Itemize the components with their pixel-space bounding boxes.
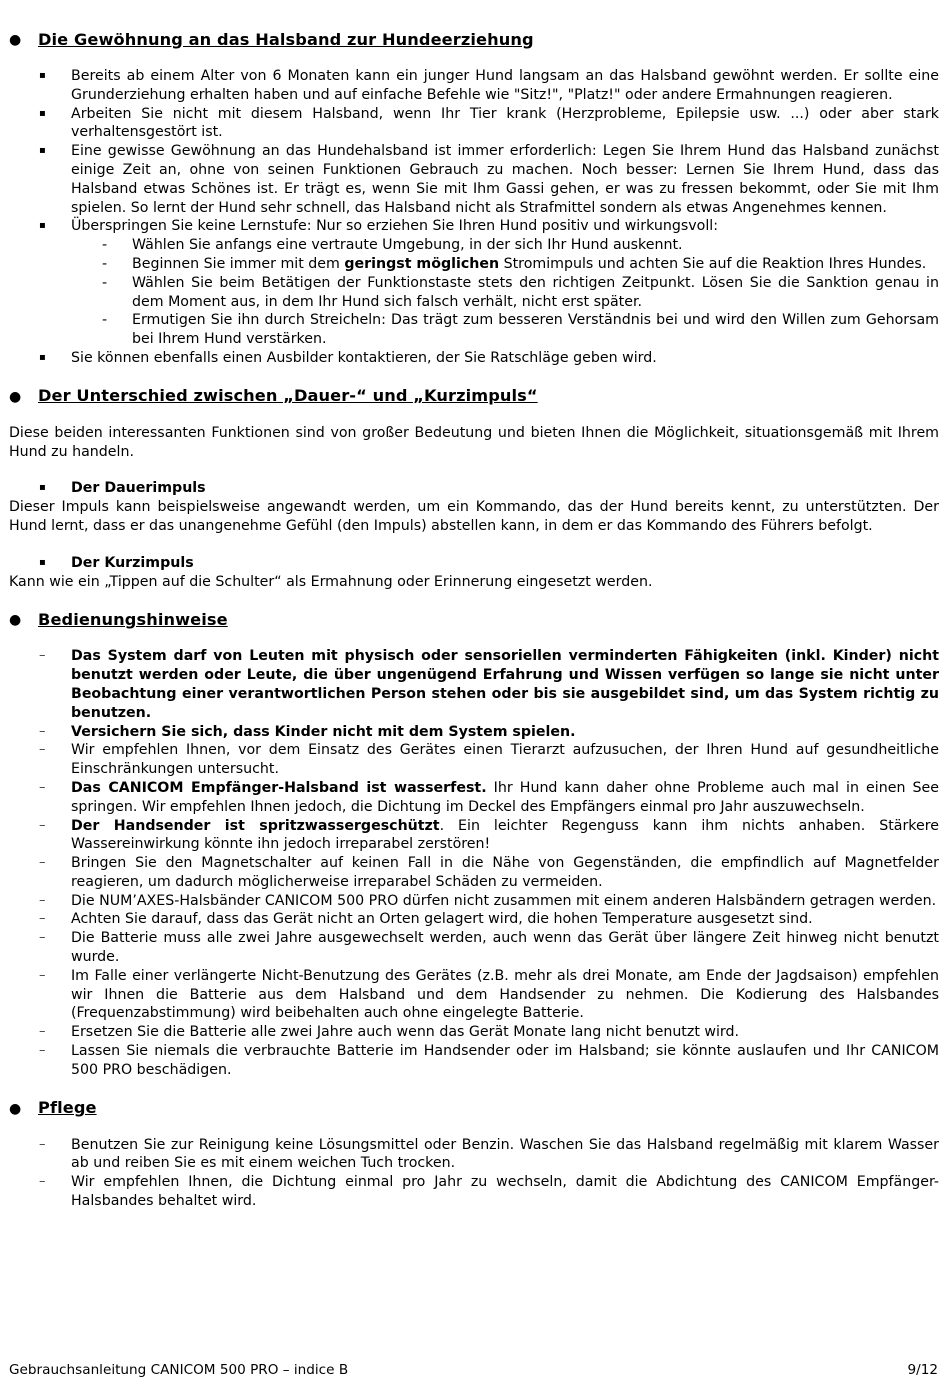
dash-bullet-icon: – <box>39 911 46 927</box>
impulse-intro: Diese beiden interessanten Funktionen sind von großer Bedeutung und bieten Ihnen die Möglichkeit, situationsgemäß mit Ihrem Hund zu handeln. <box>9 424 939 460</box>
item-text-bold: Das System darf von Leuten mit physisch oder sensoriellen verminderten Fähigkeiten (inkl. Kinder) nicht benutzt werden oder Leute, die über ungenügend Erfahrung und Wissen verfügen so lange sie nicht unter Beobachtung einer verantwortlichen Person stehen oder bis sie ausgebildet sind, um das System richtig zu benutzen. <box>71 648 939 721</box>
hyphen-bullet-icon: - <box>102 312 108 329</box>
item-text: Lassen Sie niemals die verbrauchte Batterie im Handsender oder im Halsband; sie könnte auslaufen und Ihr CANICOM 500 PRO beschädigen. <box>71 1043 939 1078</box>
dash-bullet-icon: – <box>39 1024 46 1040</box>
item-text: Die NUM’AXES-Halsbänder CANICOM 500 PRO dürfen nicht zusammen mit einem anderen Halsbändern getragen werden. <box>71 892 937 909</box>
item-text: Bringen Sie den Magnetschalter auf keinen Fall in die Nähe von Gegenständen, die empfindlich auf Magnetfelder reagieren, um dadurch möglicherweise irreparabel Schäden zu vermeiden. <box>71 855 939 890</box>
square-bullet-icon: ▪ <box>39 107 46 119</box>
item-text: Wir empfehlen Ihnen, die Dichtung einmal pro Jahr zu wechseln, damit die Abdichtung des CANICOM Empfänger-Halsbandes behaltet wird. <box>71 1174 939 1210</box>
subheading-kurzimpuls <box>9 554 939 573</box>
item-text: Ihr Hund kann daher ohne Probleme auch mal in einen See springen. Wir empfehlen Ihnen jedoch, die Dichtung im Deckel des Empfängers einmal pro Jahr auszuwechseln. <box>71 779 939 815</box>
dauerimpuls-text: Dieser Impuls kann beispielsweise angewandt werden, um ein Kommando, das der Hund bereits kennt, zu unterstützten. Der Hund lernt, dass er das unangenehme Gefühl (den Impuls) abstellen kann, in dem er das Kommando des Führers befolgt. <box>9 499 939 534</box>
dash-bullet-icon: – <box>39 723 46 739</box>
list-item <box>9 647 939 722</box>
list-item <box>9 67 939 105</box>
square-bullet-icon: ▪ <box>39 220 46 232</box>
item-text-bold: geringst möglichen <box>344 255 500 272</box>
dash-bullet-icon: – <box>39 817 46 833</box>
item-text: Bereits ab einem Alter von 6 Monaten kann ein junger Hund langsam an das Halsband gewöhnt werden. Er sollte eine Grunderziehung erhalten haben und auf einfache Befehle wie "Sitz!", "Platz!" oder andere Ermahnungen reagieren. <box>71 68 939 103</box>
list-item <box>9 105 939 143</box>
item-text: Im Falle einer verlängerte Nicht-Benutzung des Gerätes (z.B. mehr als drei Monate, am Ende der Jagdsaison) empfehlen wir Ihnen die Batterie aus dem Halsband und dem Handsender zu nehmen. Die Kodierung des Halsbandes (Frequenzabstimmung) wird beibehalten auch ohne eingelegte Batterie. <box>71 967 939 1022</box>
list-item <box>9 779 939 817</box>
square-bullet-icon: ▪ <box>39 70 46 81</box>
item-text: Wählen Sie beim Betätigen der Funktionstaste stets den richtigen Zeitpunkt. Lösen Sie die Sanktion genau in dem Moment aus, in dem Ihr Hund sich falsch verhält, nicht erst später. <box>132 274 939 310</box>
dash-bullet-icon: – <box>39 779 46 795</box>
list-item <box>9 1173 939 1211</box>
list-item <box>9 723 939 742</box>
bullet-icon: ● <box>9 612 22 629</box>
footer-document-title: Gebrauchsanleitung CANICOM 500 PRO – indice B <box>9 1362 349 1378</box>
square-bullet-icon: ▪ <box>39 482 46 494</box>
sub-list-item <box>9 274 939 312</box>
section-title: Die Gewöhnung an das Halsband zur Hundeerziehung <box>38 29 534 49</box>
section-title: Bedienungshinweise <box>38 609 228 629</box>
list-item <box>9 817 939 855</box>
item-text: Die Batterie muss alle zwei Jahre ausgewechselt werden, auch wenn das Gerät über längere Zeit hinweg nicht benutzt wurde. <box>71 930 939 966</box>
subheading-text: Der Kurzimpuls <box>71 554 194 571</box>
subheading-text: Der Dauerimpuls <box>71 480 206 497</box>
section-title: Pflege <box>38 1098 97 1118</box>
dash-bullet-icon: – <box>39 648 46 664</box>
list-item <box>9 217 939 236</box>
item-text: Sie können ebenfalls einen Ausbilder kontaktieren, der Sie Ratschläge geben wird. <box>71 349 657 366</box>
section-title: Der Unterschied zwischen „Dauer-“ und „Kurzimpuls“ <box>38 386 538 406</box>
list-item <box>9 892 939 911</box>
collar-list <box>9 67 939 236</box>
item-text-bold: Der Handsender ist spritzwassergeschützt <box>71 817 440 834</box>
list-item <box>9 929 939 967</box>
kurzimpuls-text: Kann wie ein „Tippen auf die Schulter“ als Ermahnung oder Erinnerung eingesetzt werden. <box>9 573 653 590</box>
subheading-dauerimpuls <box>9 479 939 498</box>
page-number: 9/12 <box>907 1362 938 1378</box>
sub-list-item <box>9 236 939 255</box>
item-text: Ersetzen Sie die Batterie alle zwei Jahre auch wenn das Gerät Monate lang nicht benutzt wird. <box>71 1024 740 1041</box>
document-page <box>9 30 939 1211</box>
item-text: Eine gewisse Gewöhnung an das Hundehalsband ist immer erforderlich: Legen Sie Ihrem Hund das Halsband zunächst einige Zeit an, ohne von seinen Funktionen Gebrauch zu machen. Noch besser: Lernen Sie Ihrem Hund, dass das Halsband etwas Schönes ist. Er trägt es, wenn Sie mit Ihm Gassi gehen, er was zu fressen bekommt, oder Sie mit Ihm spielen. So lernt der Hund sehr schnell, das Halsband nicht als Strafmittel sondern als etwas Angenehmes kennen. <box>71 143 939 216</box>
item-text: . Ein leichter Regenguss kann ihm nichts anhaben. Stärkere Wassereinwirkung könnte ihn jedoch irreparabel zerstören! <box>71 817 939 853</box>
hyphen-bullet-icon: - <box>102 274 108 291</box>
dash-bullet-icon: – <box>39 1174 46 1190</box>
dash-bullet-icon: – <box>39 892 46 908</box>
item-text-bold: Versichern Sie sich, dass Kinder nicht mit dem System spielen. <box>71 723 576 740</box>
dash-bullet-icon: – <box>39 967 46 983</box>
list-item <box>9 1042 939 1080</box>
item-text: Ermutigen Sie ihn durch Streicheln: Das trägt zum besseren Verständnis bei und wird den Willen zum Gehorsam bei Ihrem Hund verstärken. <box>132 312 939 348</box>
list-item <box>9 854 939 892</box>
item-text: Achten Sie darauf, dass das Gerät nicht an Orten gelagert wird, die hohen Temperature ausgesetzt sind. <box>71 911 813 928</box>
list-item <box>9 741 939 779</box>
square-bullet-icon: ▪ <box>39 145 46 157</box>
hyphen-bullet-icon: - <box>102 255 108 272</box>
item-text: Arbeiten Sie nicht mit diesem Halsband, wenn Ihr Tier krank (Herzprobleme, Epilepsie usw. ...) oder aber stark verhaltensgestört ist. <box>71 105 939 141</box>
dash-bullet-icon: – <box>39 1136 46 1152</box>
square-bullet-icon: ▪ <box>39 351 46 363</box>
dash-bullet-icon: – <box>39 742 46 758</box>
item-text: Benutzen Sie zur Reinigung keine Lösungsmittel oder Benzin. Waschen Sie das Halsband regelmäßig mit klarem Wasser ab und reiben Sie es mit einem weichen Tuch trocken. <box>71 1136 939 1172</box>
square-bullet-icon: ▪ <box>39 556 46 568</box>
dash-bullet-icon: – <box>39 1043 46 1059</box>
bullet-icon: ● <box>9 388 22 405</box>
dash-bullet-icon: – <box>39 855 46 871</box>
section-heading-usage <box>9 610 939 630</box>
list-item <box>9 142 939 217</box>
bullet-icon: ● <box>9 32 22 48</box>
list-item <box>9 910 939 929</box>
item-text: Überspringen Sie keine Lernstufe: Nur so erziehen Sie Ihren Hund positiv und wirkungsvoll: <box>71 218 718 235</box>
item-text: Beginnen Sie immer mit dem <box>132 255 345 272</box>
section-heading-impulse <box>9 387 939 407</box>
item-text: Wählen Sie anfangs eine vertraute Umgebung, in der sich Ihr Hund auskennt. <box>132 237 683 254</box>
section-heading-collar <box>9 30 939 50</box>
item-text-bold: Das CANICOM Empfänger-Halsband ist wasserfest. <box>71 779 487 796</box>
list-item <box>9 967 939 1023</box>
section-heading-care <box>9 1099 939 1119</box>
bullet-icon: ● <box>9 1100 22 1117</box>
item-text: Wir empfehlen Ihnen, vor dem Einsatz des Gerätes einen Tierarzt aufzusuchen, der Ihren Hund auf gesundheitliche Einschränkungen untersucht. <box>71 742 939 778</box>
list-item <box>9 349 939 368</box>
sub-list-item <box>9 255 939 274</box>
dash-bullet-icon: – <box>39 930 46 946</box>
page-footer <box>9 1361 938 1380</box>
sub-list-item <box>9 311 939 349</box>
list-item <box>9 1023 939 1042</box>
list-item <box>9 1136 939 1174</box>
hyphen-bullet-icon: - <box>102 237 108 254</box>
item-text: Stromimpuls und achten Sie auf die Reaktion Ihres Hundes. <box>499 255 927 272</box>
